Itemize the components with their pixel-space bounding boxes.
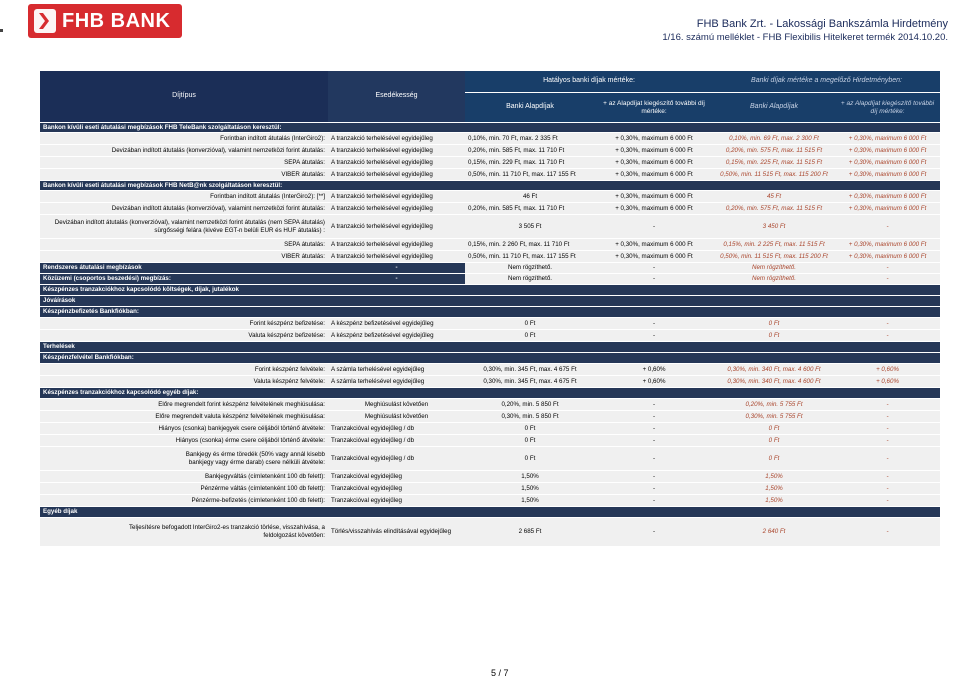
fee-type-cell: Forintban indított átutalás (InterGiro2): [**] bbox=[40, 191, 328, 203]
prev-extra-fee-cell: + 0,30%, maximum 6 000 Ft bbox=[835, 239, 940, 251]
section-row bbox=[40, 342, 940, 353]
section-debits: Terhelések bbox=[40, 342, 940, 353]
prev-base-fee-cell: 0,15%, min. 2 225 Ft, max. 11 515 Ft bbox=[713, 239, 835, 251]
due-cell: Tranzakcióval egyidejűleg / db bbox=[328, 435, 465, 447]
fee-type-cell: Forint készpénz felvétele: bbox=[40, 364, 328, 376]
prev-base-fee-cell: 0,50%, min. 11 515 Ft, max. 115 200 Ft bbox=[713, 169, 835, 181]
base-fee-cell: 0 Ft bbox=[465, 435, 595, 447]
base-fee-cell: 0,30%, min. 345 Ft, max. 4 675 Ft bbox=[465, 376, 595, 388]
table-row bbox=[40, 157, 940, 169]
extra-fee-cell: - bbox=[595, 411, 713, 423]
table-row bbox=[40, 263, 940, 274]
table-row bbox=[40, 495, 940, 507]
extra-fee-cell: - bbox=[595, 447, 713, 471]
extra-fee-cell: - bbox=[595, 274, 713, 285]
prev-base-fee-cell: 2 640 Ft bbox=[713, 518, 835, 546]
table-row bbox=[40, 483, 940, 495]
col-header-type: Díjtípus bbox=[40, 71, 328, 123]
prev-extra-fee-cell: - bbox=[835, 483, 940, 495]
table-row bbox=[40, 376, 940, 388]
prev-extra-fee-cell: - bbox=[835, 411, 940, 423]
extra-fee-cell: + 0,60% bbox=[595, 376, 713, 388]
base-fee-cell: 0 Ft bbox=[465, 423, 595, 435]
due-cell: A tranzakció terhelésével egyidejűleg bbox=[328, 203, 465, 215]
fee-type-cell: Előre megrendelt forint készpénz felvételének meghiúsulása: bbox=[40, 399, 328, 411]
base-fee-cell: 46 Ft bbox=[465, 191, 595, 203]
prev-base-fee-cell: 0,15%, min. 225 Ft, max. 11 515 Ft bbox=[713, 157, 835, 169]
bank-name: FHB Bank Zrt. - Lakossági Bankszámla Hirdetmény bbox=[696, 18, 948, 30]
prev-base-fee-cell: 0,30%, min. 340 Ft, max. 4 600 Ft bbox=[713, 376, 835, 388]
due-cell: A készpénz befizetésével egyidejűleg bbox=[328, 330, 465, 342]
prev-base-fee-cell: 1,50% bbox=[713, 471, 835, 483]
section-credits: Jóváírások bbox=[40, 296, 940, 307]
prev-base-fee-cell: 3 450 Ft bbox=[713, 215, 835, 239]
prev-base-fee-cell: 0,20%, min. 575 Ft, max. 11 515 Ft bbox=[713, 203, 835, 215]
col-header-valid-base: Banki Alapdíjak bbox=[465, 93, 595, 123]
due-cell: - bbox=[328, 274, 465, 285]
fee-type-cell: SEPA átutalás: bbox=[40, 157, 328, 169]
prev-base-fee-cell: 0 Ft bbox=[713, 423, 835, 435]
extra-fee-cell: - bbox=[595, 263, 713, 274]
prev-base-fee-cell: 0,10%, min. 69 Ft, max. 2 300 Ft bbox=[713, 133, 835, 145]
fee-type-cell: Forintban indított átutalás (InterGiro2): bbox=[40, 133, 328, 145]
section-netbank: Bankon kívüli eseti átutalási megbízások FHB NetB@nk szolgáltatáson keresztül: bbox=[40, 181, 940, 191]
prev-extra-fee-cell: - bbox=[835, 423, 940, 435]
extra-fee-cell: + 0,30%, maximum 6 000 Ft bbox=[595, 157, 713, 169]
fee-type-cell: Devizában indított átutalás (konverzióval), valamint nemzetközi forint átutalás (nem SEPA átutalás) sürgősségi felára (kivéve EGT-n belüli EUR és HUF átutalás) : bbox=[40, 215, 328, 239]
section-row bbox=[40, 507, 940, 518]
base-fee-cell: 1,50% bbox=[465, 495, 595, 507]
prev-base-fee-cell: 0,30%, min. 340 Ft, max. 4 600 Ft bbox=[713, 364, 835, 376]
base-fee-cell: 0 Ft bbox=[465, 318, 595, 330]
fee-type-cell: VIBER átutalás: bbox=[40, 251, 328, 263]
extra-fee-cell: - bbox=[595, 318, 713, 330]
due-cell: Tranzakcióval egyidejűleg bbox=[328, 495, 465, 507]
base-fee-cell: 0,10%, min. 70 Ft, max. 2 335 Ft bbox=[465, 133, 595, 145]
extra-fee-cell: - bbox=[595, 518, 713, 546]
prev-extra-fee-cell: - bbox=[835, 435, 940, 447]
due-cell: A tranzakció terhelésével egyidejűleg bbox=[328, 239, 465, 251]
prev-extra-fee-cell: + 0,30%, maximum 6 000 Ft bbox=[835, 251, 940, 263]
due-cell: A tranzakció terhelésével egyidejűleg bbox=[328, 215, 465, 239]
fee-type-cell: Devizában indított átutalás (konverzióval), valamint nemzetközi forint átutalás: bbox=[40, 203, 328, 215]
extra-fee-cell: + 0,30%, maximum 6 000 Ft bbox=[595, 251, 713, 263]
extra-fee-cell: + 0,60% bbox=[595, 364, 713, 376]
fee-type-cell: Forint készpénz befizetése: bbox=[40, 318, 328, 330]
table-row bbox=[40, 169, 940, 181]
table-row bbox=[40, 191, 940, 203]
fee-type-cell: Hiányos (csonka) érme csere céljából történő átvétele: bbox=[40, 435, 328, 447]
extra-fee-cell: - bbox=[595, 435, 713, 447]
extra-fee-cell: - bbox=[595, 495, 713, 507]
table-row bbox=[40, 518, 940, 546]
prev-base-fee-cell: 1,50% bbox=[713, 483, 835, 495]
prev-base-fee-cell: 0 Ft bbox=[713, 447, 835, 471]
section-other-fees: Egyéb díjak bbox=[40, 507, 940, 518]
fee-type-cell: Előre megrendelt valuta készpénz felvételének meghiúsulása: bbox=[40, 411, 328, 423]
base-fee-cell: 0,50%, min. 11 710 Ft, max. 117 155 Ft bbox=[465, 251, 595, 263]
extra-fee-cell: + 0,30%, maximum 6 000 Ft bbox=[595, 191, 713, 203]
table-row bbox=[40, 318, 940, 330]
prev-extra-fee-cell: - bbox=[835, 518, 940, 546]
prev-base-fee-cell: 0,50%, min. 11 515 Ft, max. 115 200 Ft bbox=[713, 251, 835, 263]
logo-emblem-icon bbox=[34, 9, 56, 33]
col-header-valid-extra: + az Alapdíjat kiegészítő további díj mértéke: bbox=[595, 93, 713, 123]
prev-base-fee-cell: 0,20%, min. 575 Ft, max. 11 515 Ft bbox=[713, 145, 835, 157]
due-cell: - bbox=[328, 263, 465, 274]
fee-type-cell: Bankjegyváltás (címletenként 100 db felett): bbox=[40, 471, 328, 483]
table-row bbox=[40, 215, 940, 239]
section-cash-out: Készpénzfelvétel Bankfiókban: bbox=[40, 353, 940, 364]
due-cell: A számla terhelésével egyidejűleg bbox=[328, 376, 465, 388]
prev-extra-fee-cell: + 0,60% bbox=[835, 364, 940, 376]
section-row bbox=[40, 123, 940, 133]
due-cell: Tranzakcióval egyidejűleg / db bbox=[328, 423, 465, 435]
extra-fee-cell: + 0,30%, maximum 6 000 Ft bbox=[595, 145, 713, 157]
table-row bbox=[40, 423, 940, 435]
col-header-prev-group: Banki díjak mértéke a megelőző Hirdetményben: bbox=[713, 71, 940, 93]
section-row bbox=[40, 353, 940, 364]
extra-fee-cell: - bbox=[595, 330, 713, 342]
table-row bbox=[40, 330, 940, 342]
due-cell: Törlés/visszahívás elindításával egyidejűleg bbox=[328, 518, 465, 546]
prev-base-fee-cell: 0,20%, min. 5 755 Ft bbox=[713, 399, 835, 411]
col-header-due: Esedékesség bbox=[328, 71, 465, 123]
due-cell: A tranzakció terhelésével egyidejűleg bbox=[328, 157, 465, 169]
due-cell: A készpénz befizetésével egyidejűleg bbox=[328, 318, 465, 330]
document-subtitle: 1/16. számú melléklet - FHB Flexibilis Hitelkeret termék 2014.10.20. bbox=[662, 32, 948, 43]
base-fee-cell: 1,50% bbox=[465, 483, 595, 495]
base-fee-cell: 3 505 Ft bbox=[465, 215, 595, 239]
due-cell: A tranzakció terhelésével egyidejűleg bbox=[328, 169, 465, 181]
table-row bbox=[40, 435, 940, 447]
base-fee-cell: 0,20%, min. 585 Ft, max. 11 710 Ft bbox=[465, 203, 595, 215]
table-row bbox=[40, 399, 940, 411]
extra-fee-cell: - bbox=[595, 423, 713, 435]
table-row bbox=[40, 251, 940, 263]
fee-type-cell: Teljesítésre befogadott InterGiro2-es tranzakció törlése, visszahívása, a feldolgozást követően: bbox=[40, 518, 328, 546]
prev-extra-fee-cell: + 0,30%, maximum 6 000 Ft bbox=[835, 203, 940, 215]
due-cell: A számla terhelésével egyidejűleg bbox=[328, 364, 465, 376]
table-row bbox=[40, 274, 940, 285]
page-number: 5 / 7 bbox=[491, 668, 509, 678]
due-cell: Meghiúsulást követően bbox=[328, 399, 465, 411]
prev-base-fee-cell: Nem rögzíthető. bbox=[713, 274, 835, 285]
section-row bbox=[40, 307, 940, 318]
base-fee-cell: 0,20%, min. 5 850 Ft bbox=[465, 399, 595, 411]
prev-base-fee-cell: Nem rögzíthető. bbox=[713, 263, 835, 274]
prev-extra-fee-cell: - bbox=[835, 471, 940, 483]
fee-type-cell: Pénzérme váltás (címletenként 100 db felett): bbox=[40, 483, 328, 495]
section-row bbox=[40, 296, 940, 307]
fee-table bbox=[40, 70, 940, 546]
section-cash-in: Készpénzbefizetés Bankfiókban: bbox=[40, 307, 940, 318]
prev-extra-fee-cell: - bbox=[835, 215, 940, 239]
table-row bbox=[40, 145, 940, 157]
prev-extra-fee-cell: + 0,60% bbox=[835, 376, 940, 388]
section-cash-fees: Készpénzes tranzakciókhoz kapcsolódó költségek, díjak, jutalékok bbox=[40, 285, 940, 296]
extra-fee-cell: + 0,30%, maximum 6 000 Ft bbox=[595, 133, 713, 145]
section-telebank: Bankon kívüli eseti átutalási megbízások FHB TeleBank szolgáltatáson keresztül: bbox=[40, 123, 940, 133]
standing-orders-label: Rendszeres átutalási megbízások bbox=[40, 263, 328, 274]
fee-type-cell: VIBER átutalás: bbox=[40, 169, 328, 181]
base-fee-cell: 0,30%, min. 5 850 Ft bbox=[465, 411, 595, 423]
due-cell: Meghiúsulást követően bbox=[328, 411, 465, 423]
prev-extra-fee-cell: - bbox=[835, 495, 940, 507]
due-cell: A tranzakció terhelésével egyidejűleg bbox=[328, 251, 465, 263]
logo-text: FHB BANK bbox=[62, 10, 171, 32]
section-row bbox=[40, 181, 940, 191]
due-cell: A tranzakció terhelésével egyidejűleg bbox=[328, 133, 465, 145]
fee-type-cell: Valuta készpénz befizetése: bbox=[40, 330, 328, 342]
prev-extra-fee-cell: - bbox=[835, 274, 940, 285]
prev-base-fee-cell: 45 Ft bbox=[713, 191, 835, 203]
section-other-cash: Készpénzes tranzakciókhoz kapcsolódó egyéb díjak: bbox=[40, 388, 940, 399]
fhb-logo bbox=[28, 4, 182, 38]
table-row bbox=[40, 133, 940, 145]
fee-type-cell: Bankjegy és érme töredék (50% vagy annál kisebb bankjegy vagy érme darab) csere nélküli átvétele: bbox=[40, 447, 328, 471]
extra-fee-cell: + 0,30%, maximum 6 000 Ft bbox=[595, 203, 713, 215]
col-header-prev-extra: + az Alapdíjat kiegészítő további díj mértéke: bbox=[835, 93, 940, 123]
table-row bbox=[40, 203, 940, 215]
fee-type-cell: Valuta készpénz felvétele: bbox=[40, 376, 328, 388]
table-row bbox=[40, 447, 940, 471]
prev-extra-fee-cell: - bbox=[835, 263, 940, 274]
prev-extra-fee-cell: + 0,30%, maximum 6 000 Ft bbox=[835, 169, 940, 181]
due-cell: A tranzakció terhelésével egyidejűleg bbox=[328, 191, 465, 203]
section-row bbox=[40, 388, 940, 399]
due-cell: Tranzakcióval egyidejűleg bbox=[328, 483, 465, 495]
base-fee-cell: 0 Ft bbox=[465, 447, 595, 471]
base-fee-cell: 1,50% bbox=[465, 471, 595, 483]
prev-extra-fee-cell: + 0,30%, maximum 6 000 Ft bbox=[835, 133, 940, 145]
fee-type-cell: Hiányos (csonka) bankjegyek csere céljából történő átvétele: bbox=[40, 423, 328, 435]
extra-fee-cell: - bbox=[595, 471, 713, 483]
due-cell: Tranzakcióval egyidejűleg / db bbox=[328, 447, 465, 471]
table-row bbox=[40, 239, 940, 251]
base-fee-cell: 0,50%, min. 11 710 Ft, max. 117 155 Ft bbox=[465, 169, 595, 181]
extra-fee-cell: - bbox=[595, 215, 713, 239]
extra-fee-cell: - bbox=[595, 483, 713, 495]
col-header-valid-group: Hatályos banki díjak mértéke: bbox=[465, 71, 713, 93]
prev-extra-fee-cell: - bbox=[835, 330, 940, 342]
fee-type-cell: Devizában indított átutalás (konverzióval), valamint nemzetközi forint átutalás: bbox=[40, 145, 328, 157]
table-row bbox=[40, 411, 940, 423]
base-fee-cell: 0,15%, min. 2 260 Ft, max. 11 710 Ft bbox=[465, 239, 595, 251]
base-fee-cell: 0,20%, min. 585 Ft, max. 11 710 Ft bbox=[465, 145, 595, 157]
table-header-row bbox=[40, 71, 940, 93]
base-fee-cell: Nem rögzíthető. bbox=[465, 263, 595, 274]
due-cell: A tranzakció terhelésével egyidejűleg bbox=[328, 145, 465, 157]
fee-type-cell: SEPA átutalás: bbox=[40, 239, 328, 251]
prev-extra-fee-cell: - bbox=[835, 447, 940, 471]
prev-base-fee-cell: 0 Ft bbox=[713, 330, 835, 342]
prev-extra-fee-cell: + 0,30%, maximum 6 000 Ft bbox=[835, 191, 940, 203]
table-row bbox=[40, 471, 940, 483]
extra-fee-cell: + 0,30%, maximum 6 000 Ft bbox=[595, 239, 713, 251]
prev-extra-fee-cell: + 0,30%, maximum 6 000 Ft bbox=[835, 145, 940, 157]
extra-fee-cell: + 0,30%, maximum 6 000 Ft bbox=[595, 169, 713, 181]
prev-extra-fee-cell: - bbox=[835, 399, 940, 411]
prev-base-fee-cell: 0 Ft bbox=[713, 435, 835, 447]
base-fee-cell: 2 685 Ft bbox=[465, 518, 595, 546]
prev-base-fee-cell: 0 Ft bbox=[713, 318, 835, 330]
prev-base-fee-cell: 1,50% bbox=[713, 495, 835, 507]
base-fee-cell: 0 Ft bbox=[465, 330, 595, 342]
fee-type-cell: Pénzérme-befizetés (címletenként 100 db felett): bbox=[40, 495, 328, 507]
prev-base-fee-cell: 0,30%, min. 5 755 Ft bbox=[713, 411, 835, 423]
col-header-prev-base: Banki Alapdíjak bbox=[713, 93, 835, 123]
due-cell: Tranzakcióval egyidejűleg bbox=[328, 471, 465, 483]
base-fee-cell: 0,15%, min. 229 Ft, max. 11 710 Ft bbox=[465, 157, 595, 169]
section-row bbox=[40, 285, 940, 296]
prev-extra-fee-cell: + 0,30%, maximum 6 000 Ft bbox=[835, 157, 940, 169]
extra-fee-cell: - bbox=[595, 399, 713, 411]
prev-extra-fee-cell: - bbox=[835, 318, 940, 330]
utility-direct-debit-label: Közüzemi (csoportos beszedési) megbízás: bbox=[40, 274, 328, 285]
base-fee-cell: 0,30%, min. 345 Ft, max. 4 675 Ft bbox=[465, 364, 595, 376]
corner-mark bbox=[0, 29, 3, 32]
base-fee-cell: Nem rögzíthető. bbox=[465, 274, 595, 285]
table-row bbox=[40, 364, 940, 376]
